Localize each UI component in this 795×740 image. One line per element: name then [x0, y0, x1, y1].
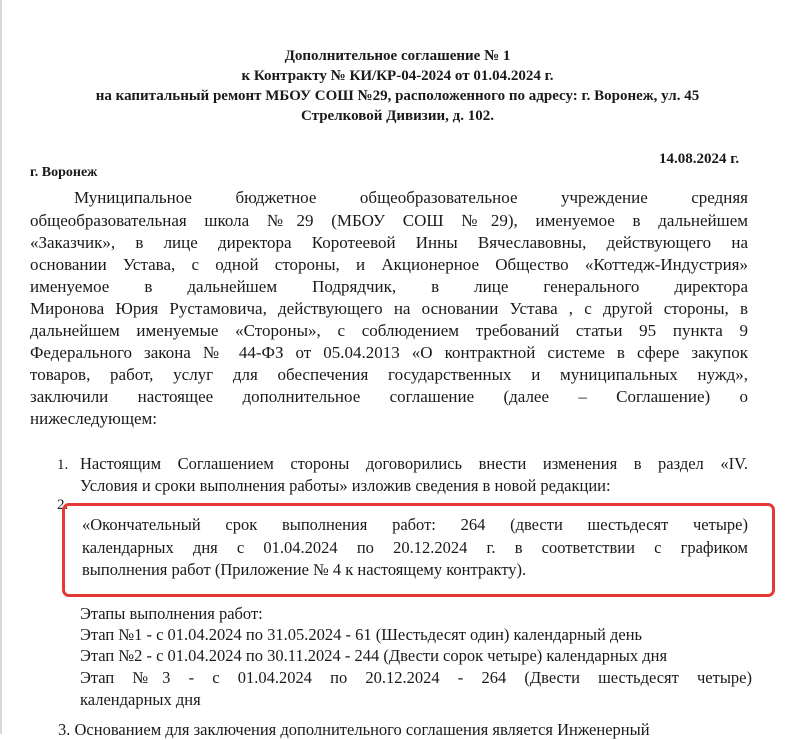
stage-line: Этап №2 - с 01.04.2024 по 30.11.2024 - 244 (Двести сорок четыре) календарных дня	[80, 646, 668, 665]
item-text-line: Условия и сроки выполнения работы» изложив сведения в новой редакции:	[80, 476, 611, 495]
document-title: Дополнительное соглашение № 1	[284, 48, 511, 64]
preamble-line: нижеследующем:	[30, 409, 158, 428]
place: г. Воронеж	[30, 165, 98, 180]
stage-line: Этап №1 - с 01.04.2024 по 31.05.2024 - 61 (Шестьдесят один) календарный день	[80, 625, 643, 644]
item-text-line: Настоящим Соглашением стороны договорились внести изменения в раздел «IV.	[80, 454, 748, 473]
item-number: 1.	[57, 457, 69, 473]
preamble-line: основании Устава, с одной стороны, и Акционерное Общество «Коттедж-Индустрия»	[30, 255, 748, 274]
preamble-line: Муниципальное бюджетное общеобразовательное учреждение средняя	[74, 188, 748, 207]
preamble-line: именуемое в дальнейшем Подрядчик, в лице генерального директора	[30, 277, 748, 296]
highlighted-line: выполнения работ (Приложение № 4 к настоящему контракту).	[82, 560, 527, 579]
preamble-line: «Заказчик», в лице директора Коротеевой Инны Вячеславовны, действующего на	[30, 233, 748, 252]
preamble-line: товаров, работ, услуг для обеспечения государственных и муниципальных нужд»,	[30, 365, 748, 384]
item-number: 2.	[57, 497, 69, 513]
document-subtitle-address: Стрелковой Дивизии, д. 102.	[301, 108, 494, 124]
stage-line: Этап №3 - с 01.04.2024 по 20.12.2024 - 264 (Двести шестьдесят четыре)	[80, 668, 752, 687]
preamble-line: Федерального закона № 44-ФЗ от 05.04.2013 «О контрактной системе в сфере закупок	[30, 343, 748, 362]
document-subtitle-contract: к Контракту № КИ/КР-04-2024 от 01.04.2024 г.	[241, 68, 554, 84]
document-date: 14.08.2024 г.	[659, 151, 740, 167]
highlighted-line: календарных дня с 01.04.2024 по 20.12.2024 г. в соответствии с графиком	[82, 538, 748, 557]
cut-off-line: 3. Основанием для заключения дополнительного соглашения является Инженерный	[58, 720, 650, 739]
preamble-line: Миронова Юрия Рустамовича, действующего на основании Устава , с другой стороны, в	[30, 299, 748, 318]
highlighted-line: «Окончательный срок выполнения работ: 264 (двести шестьдесят четыре)	[82, 515, 748, 534]
stage-line: календарных дня	[80, 690, 201, 709]
stages-heading: Этапы выполнения работ:	[80, 604, 263, 623]
preamble-line: общеобразовательная школа №29 (МБОУ СОШ №29), именуемое в дальнейшем	[30, 211, 748, 230]
document-subtitle-object: на капитальный ремонт МБОУ СОШ №29, расположенного по адресу: г. Воронеж, ул. 45	[95, 88, 700, 104]
preamble-line: дальнейшем именуемые «Стороны», с соблюдением требований статьи 95 пункта 9	[30, 321, 748, 340]
preamble-line: заключили настоящее дополнительное соглашение (далее – Соглашение) о	[30, 387, 748, 406]
